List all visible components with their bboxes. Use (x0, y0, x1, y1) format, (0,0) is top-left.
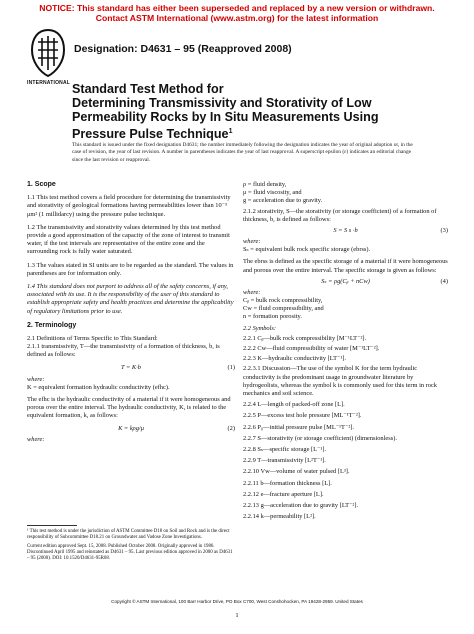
rho-definition: ρ = fluid density, (243, 181, 287, 188)
symbol-2-2-10: 2.2.10 Vw—volume of water pulsed [L³]. (243, 468, 350, 476)
logo-text: INTERNATIONAL (27, 80, 71, 86)
symbol-2-2-5: 2.2.5 P—excess test hole pressure [ML⁻¹T⁻²]. (243, 412, 362, 420)
astm-logo-icon (30, 28, 66, 78)
page-number: 1 (235, 612, 239, 619)
equation-2-number: (2) (227, 424, 235, 432)
ebrss-paragraph: The ebrss is defined as the specific storage of a material if it were homogeneous and porous over the entire interval. The specific storage is given as follows: (243, 258, 448, 274)
equation-4-number: (4) (440, 277, 448, 285)
g-definition: g = acceleration due to gravity. (243, 197, 323, 205)
equation-3-number: (3) (440, 227, 448, 235)
section-1-3: 1.3 The values stated in SI units are to be regarded as the standard. The values in parentheses are for information only. (27, 261, 234, 277)
symbol-2-2-7: 2.2.7 S—storativity (or storage coefficient) (dimensionless). (243, 434, 397, 442)
section-2-1-2: 2.1.2 storativity, S—the storativity (or storage coefficient) of a formation of thickness, b, is defined as follows: (243, 207, 437, 223)
notice-line-1: NOTICE: This standard has either been superseded and replaced by a new version or withdrawn. (39, 3, 435, 13)
symbol-2-2-3: 2.2.3 K—hydraulic conductivity [LT⁻¹]. (243, 355, 347, 363)
equation-1: T = K·b (120, 363, 141, 371)
section-1-1: 1.1 This test method covers a field procedure for determining the transmissivity and storativity of geological formations having permeabilities lower than 10⁻³ μm² (1 millidarcy) using the pressure pulse technique. (27, 194, 231, 218)
mu-definition: μ = fluid viscosity, and (243, 189, 302, 197)
equation-1-number: (1) (227, 363, 235, 371)
symbol-2-2-4: 2.2.4 L—length of packed-off zone [L]. (243, 401, 345, 409)
k-definition: K = equivalent formation hydraulic conductivity (efhc). (27, 383, 170, 391)
symbol-2-2-8: 2.2.8 Sₛ—specific storage [L⁻¹]. (243, 446, 327, 454)
n-definition: n = formation porosity. (243, 313, 302, 321)
copyright-footer: Copyright © ASTM International, 100 Barr Harbor Drive, PO Box C700, West Conshohocken, PA 19428-2959. United States (111, 599, 363, 604)
title-line-2: Determining Transmissivity and Storativity of Low (72, 96, 372, 111)
symbol-2-2-13: 2.2.13 g—acceleration due to gravity [LT⁻²]. (243, 502, 359, 510)
scope-heading: 1. Scope (27, 181, 56, 188)
where-label-3: where: (243, 238, 261, 246)
where-label-2: where: (27, 435, 45, 443)
cw-definition: Cw = fluid compressibility, and (243, 305, 324, 313)
symbol-2-2-9: 2.2.9 T—transmissivity [L²T⁻¹]. (243, 457, 326, 465)
where-label-1: where: (27, 375, 45, 383)
footnotes (27, 529, 235, 562)
notice-line-2[interactable]: Contact ASTM International (www.astm.org) for the latest information (95, 13, 379, 23)
symbol-2-2-6: 2.2.6 P₀—initial pressure pulse [ML⁻¹T⁻²]. (243, 423, 354, 431)
cb-definition: Cᵦ = bulk rock compressibility, (243, 297, 323, 305)
symbol-2-2-1: 2.2.1 Cᵦ—bulk rock compressibility [M⁻¹LT⁻²]. (243, 334, 367, 342)
left-column (27, 181, 235, 444)
title-line-1: Standard Test Method for (72, 82, 224, 96)
symbols-heading: 2.2 Symbols: (243, 324, 277, 332)
equation-3: S = S s ·b (333, 227, 358, 235)
terminology-heading: 2. Terminology (27, 321, 77, 329)
section-1-2: 1.2 The transmissivity and storativity values determined by this test method provide a good approximation of the capacity of the zone of interest to transmit water, if the test intervals are representative of the entire zone and the surrounding rock is fully water saturated. (27, 223, 230, 256)
standard-note: This standard is issued under the fixed designation D4631; the number immediately following the designation indicates the year of original adoption or, in the case of revision, the year of last revision. A number in parentheses indicates the year of last reapproval. A superscript epsilon (ε) indicates an editorial change since the last revision or reapproval. (72, 142, 413, 163)
footnote-1: ¹ This test method is under the jurisdiction of ASTM Committee D18 on Soil and Rock and is the direct responsibility of Subcommittee D18.21 on Groundwater and Vadose Zone Investigations. (27, 529, 230, 541)
equation-2: K = kρg/μ (118, 424, 144, 432)
withdrawn-notice (0, 3, 474, 23)
symbol-2-2-2: 2.2.2 Cw—fluid compressibility of water [M⁻¹LT⁻²]. (243, 345, 380, 353)
ss-definition: Sₛ = equivalent bulk rock specific storage (ebrss). (243, 246, 371, 254)
section-1-4: 1.4 This standard does not purport to address all of the safety concerns, if any, associated with its use. It is the responsibility of the user of this standard to establish appropriate safety and health practices and determine the applicability of regulatory limitations prior to use. (27, 283, 234, 315)
equation-4: Sₛ = ρg(Cᵦ + nCw) (321, 277, 370, 285)
where-label-4: where: (243, 288, 261, 296)
designation: Designation: D4631 – 95 (Reapproved 2008) (74, 43, 292, 55)
symbol-2-2-14: 2.2.14 k—permeability [L²]. (243, 513, 316, 521)
footnote-2: Current edition approved Sept. 15, 2008. Published October 2008. Originally approved in 1986. Discontinued April 1995 and reinstated as D4631 – 95. Last previous edition approved in 2000 as D4631 – 95 (2000). DOI: 10.1520/D4631-95R08. (27, 543, 233, 562)
document-title (72, 82, 392, 141)
title-line-4: Pressure Pulse Technique (72, 126, 229, 141)
discussion-2-2-3-1: 2.2.3.1 Discussion—The use of the symbol K for the term hydraulic conductivity is the predominant usage in groundwater literature by hydrogeolists, whereas the symbol k is commonly used for this term in rock mechanics and soil science. (243, 365, 437, 398)
title-footnote-marker: 1 (228, 127, 233, 135)
symbol-2-2-11: 2.2.11 b—formation thickness [L]. (243, 479, 332, 487)
right-column (243, 181, 448, 522)
title-line-3: Permeability Rocks by In Situ Measurements Using (72, 110, 379, 125)
section-2-1: 2.1 Definitions of Terms Specific to This Standard: (27, 335, 158, 343)
footnote-divider (27, 525, 77, 526)
section-2-1-1: 2.1.1 transmissivity, T—the transmissivity of a formation of thickness, b, is defined as follows: (27, 343, 220, 359)
efhc-paragraph: The efhc is the hydraulic conductivity of a material if it were homogeneous and porous over the entire interval. The hydraulic conductivity, K, is related to the equivalent formation, k, as follows: (27, 396, 231, 420)
symbol-2-2-12: 2.2.12 e—fracture aperture [L]. (243, 490, 324, 498)
